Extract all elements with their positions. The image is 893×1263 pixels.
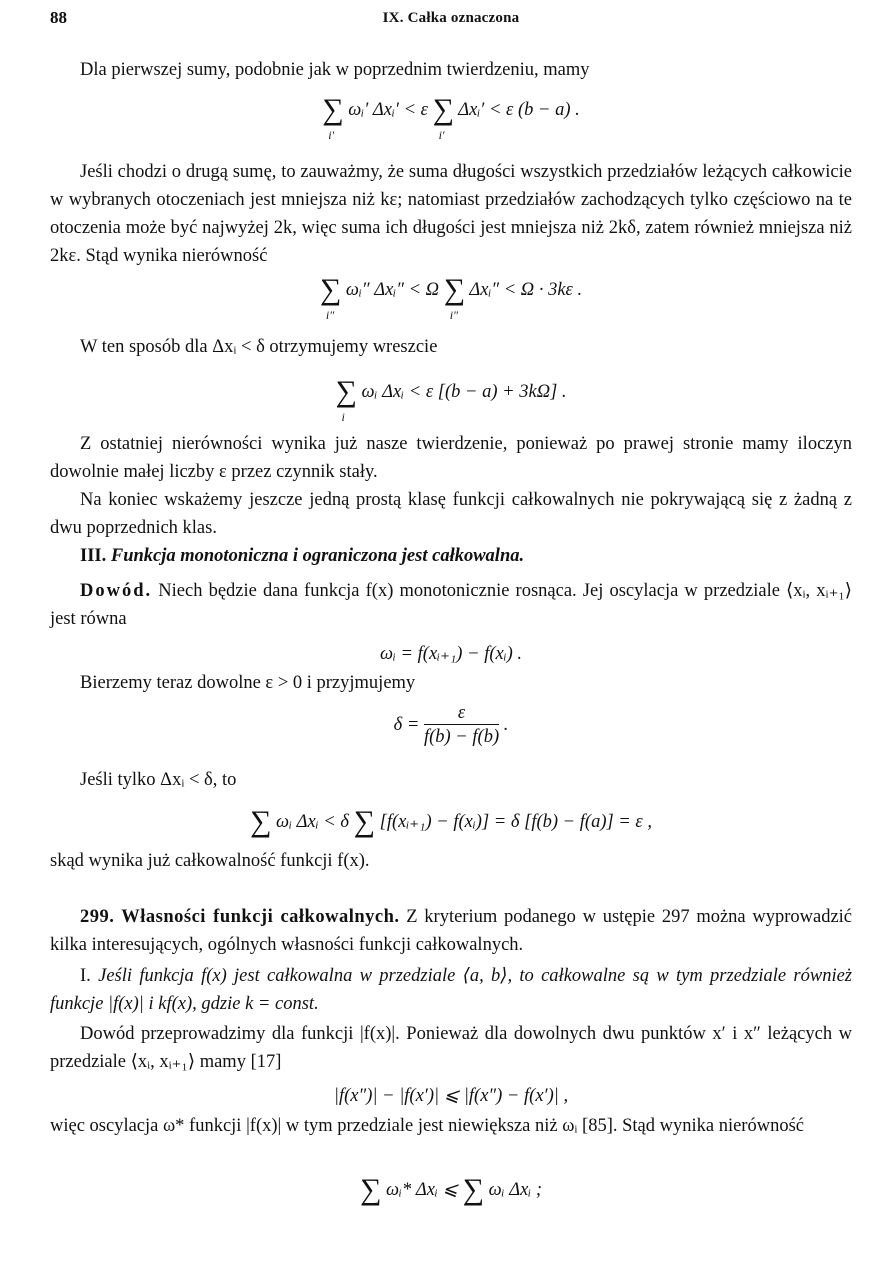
paragraph-5: Na koniec wskażemy jeszcze jedną prostą klasę funkcji całkowalnych nie pokrywającą się z żadną z dwu poprzednich klas. [50,490,852,538]
sum-symbol: ∑ [462,1173,484,1206]
property-statement: Jeśli funkcja f(x) jest całkowalna w przedziale ⟨a, b⟩, to całkowalne są w tym przedziale również funkcje |f(x)| i kf(x), gdzie k = const. [50,966,853,1014]
equation-8-part-b: ωᵢ Δxᵢ ; [488,1180,543,1200]
sum-symbol: ∑ [250,805,272,838]
equation-2 [50,273,852,322]
equation-3 [50,375,852,424]
sum-symbol: ∑ i′ [322,93,344,142]
equation-5 [50,702,852,749]
equation-6-part-a: ωᵢ Δxᵢ < δ [276,812,354,832]
theorem-number: III. [80,546,107,566]
paragraph-3: W ten sposób dla Δxᵢ < δ otrzymujemy wreszcie [80,337,438,357]
property-number: I. [80,966,91,986]
paragraph-8: Bierzemy teraz dowolne ε > 0 i przyjmujemy [80,673,416,693]
fraction-numerator: ε [424,702,499,725]
sum-symbol: ∑ i′ [432,93,454,142]
equation-2-part-a: ωᵢ″ Δxᵢ″ < Ω [345,280,444,300]
delta-lhs: δ = [393,714,420,735]
section-intro: Z kryterium podanego w ustępie 297 można wyprowadzić kilka interesujących, ogólnych własności funkcji całkowalnych. [50,907,853,955]
equation-1 [50,93,852,142]
paragraph-4: Z ostatniej nierówności wynika już nasze twierdzenie, ponieważ po prawej stronie mamy iloczyn dowolnie małej liczby ε przez czynnik stały. [50,434,852,482]
equation-7: |f(x″)| − |f(x′)| ⩽ |f(x″) − f(x′)| , [333,1086,569,1106]
paragraph-section-299 [50,903,852,959]
sum-symbol: ∑ i [335,375,357,424]
chapter-title: IX. Całka oznaczona [382,10,520,26]
sum-symbol: ∑ i″ [443,273,466,322]
fraction [424,702,499,749]
equation-4: ωᵢ = f(xᵢ₊₁) − f(xᵢ) . [379,644,523,664]
paragraph-proof [50,577,852,633]
paragraph-13: Dowód przeprowadzimy dla funkcji |f(x)|. Ponieważ dla dowolnych dwu punktów x′ i x″ leżących w przedziale ⟨xᵢ, xᵢ₊₁⟩ mamy [17] [50,1024,852,1072]
paragraph-theorem-3 [50,542,852,570]
equation-6 [50,805,852,838]
running-head [50,4,852,30]
equation-3-body: ωᵢ Δxᵢ < ε [(b − a) + 3kΩ] . [361,382,567,402]
fraction-denominator: f(b) − f(b) [423,727,500,747]
paragraph-1: Dla pierwszej sumy, podobnie jak w poprzednim twierdzeniu, mamy [80,60,590,80]
paragraph-2: Jeśli chodzi o drugą sumę, to zauważmy, że suma długości wszystkich przedziałów leżących całkowicie w wybranych otoczeniach jest mniejsza niż kε; natomiast przedziałów zachodzących tylko częściowo na te otoczenia może być najwyżej 2k, więc suma ich długości jest mniejsza niż 2kδ, zatem również mniejsza niż 2kε. Stąd wynika nierówność [50,162,852,266]
theorem-statement: Funkcja monotoniczna i ograniczona jest całkowalna. [110,546,525,566]
sum-symbol: ∑ [353,805,376,838]
equation-5-end: . [503,714,509,735]
equation-8 [50,1173,852,1206]
proof-label: Dowód. [80,581,153,601]
paragraph-9: Jeśli tylko Δxᵢ < δ, to [80,770,237,790]
equation-1-part-a: ωᵢ′ Δxᵢ′ < ε [348,100,433,120]
section-heading: 299. Własności funkcji całkowalnych. [80,907,400,927]
equation-6-part-b: [f(xᵢ₊₁) − f(xᵢ)] = δ [f(b) − f(a)] = ε , [379,812,652,832]
proof-text: Niech będzie dana funkcja f(x) monotonicznie rosnąca. Jej oscylacja w przedziale ⟨xᵢ, xᵢ₊₁⟩ jest równa [50,581,853,629]
paragraph-14: więc oscylacja ω* funkcji |f(x)| w tym przedziale jest niewiększa niż ωᵢ [85]. Stąd wynika nierówność [50,1116,804,1136]
paragraph-property-1 [50,962,852,1018]
equation-1-part-b: Δxᵢ′ < ε (b − a) . [458,100,580,120]
page-number: 88 [50,8,67,27]
sum-symbol: ∑ i″ [319,273,342,322]
equation-2-part-b: Δxᵢ″ < Ω · 3kε . [469,280,583,300]
sum-symbol: ∑ [359,1173,382,1206]
paragraph-10: skąd wynika już całkowalność funkcji f(x). [50,851,370,871]
equation-8-part-a: ωᵢ* Δxᵢ ⩽ [385,1180,463,1200]
